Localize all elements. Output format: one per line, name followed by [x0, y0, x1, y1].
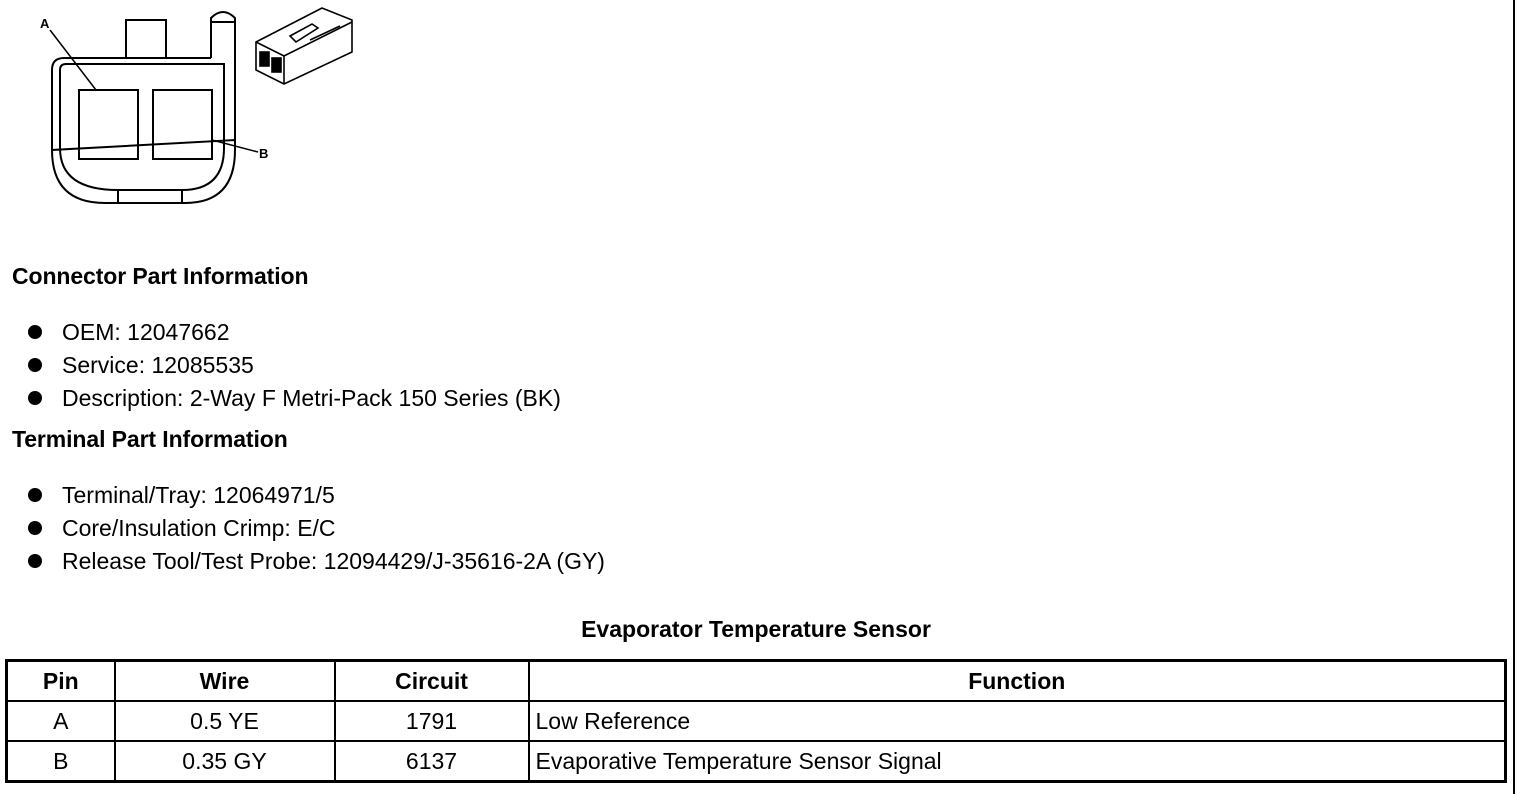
cell-function: Evaporative Temperature Sensor Signal: [529, 741, 1506, 782]
connector-diagram: [0, 0, 380, 215]
cell-pin: B: [7, 741, 115, 782]
bullet-icon: [28, 554, 42, 568]
table-header-row: [7, 661, 1506, 702]
terminal-info-heading: Terminal Part Information: [12, 426, 288, 452]
bullet-icon: [28, 358, 42, 372]
column-header-pin: Pin: [7, 661, 115, 702]
connector-inner-outline: [60, 64, 224, 190]
connector-info-heading: Connector Part Information: [12, 263, 309, 289]
list-item-text: Description: 2-Way F Metri-Pack 150 Series (BK): [62, 385, 561, 411]
list-item: [28, 479, 605, 512]
list-item: [28, 382, 561, 415]
pinout-table: [5, 659, 1507, 783]
bullet-icon: [28, 521, 42, 535]
cavity-b: [153, 90, 212, 159]
cell-wire: 0.5 YE: [115, 701, 335, 741]
bullet-icon: [28, 391, 42, 405]
pin-label-a: A: [40, 16, 50, 31]
table-row: [7, 701, 1506, 741]
cell-circuit: 6137: [335, 741, 529, 782]
bullet-icon: [28, 325, 42, 339]
list-item: [28, 349, 561, 382]
cell-circuit: 1791: [335, 701, 529, 741]
list-item-text: Core/Insulation Crimp: E/C: [62, 515, 336, 541]
pin-label-b: B: [259, 146, 269, 161]
column-header-function: Function: [529, 661, 1506, 702]
list-item-text: Service: 12085535: [62, 352, 254, 378]
list-item-text: Release Tool/Test Probe: 12094429/J-35616-2A (GY): [62, 548, 605, 574]
cell-function: Low Reference: [529, 701, 1506, 741]
table-title: Evaporator Temperature Sensor: [581, 616, 931, 642]
table-row: [7, 741, 1506, 782]
column-header-wire: Wire: [115, 661, 335, 702]
list-item-text: OEM: 12047662: [62, 319, 230, 345]
terminal-info-list: [28, 479, 605, 578]
cell-pin: A: [7, 701, 115, 741]
right-border-rule: [1513, 0, 1515, 794]
list-item-text: Terminal/Tray: 12064971/5: [62, 482, 335, 508]
cell-wire: 0.35 GY: [115, 741, 335, 782]
connector-info-list: [28, 316, 561, 415]
list-item: [28, 545, 605, 578]
connector-iso-icon: [256, 8, 352, 84]
bullet-icon: [28, 488, 42, 502]
list-item: [28, 316, 561, 349]
latch-tab: [126, 20, 166, 58]
list-item: [28, 512, 605, 545]
column-header-circuit: Circuit: [335, 661, 529, 702]
